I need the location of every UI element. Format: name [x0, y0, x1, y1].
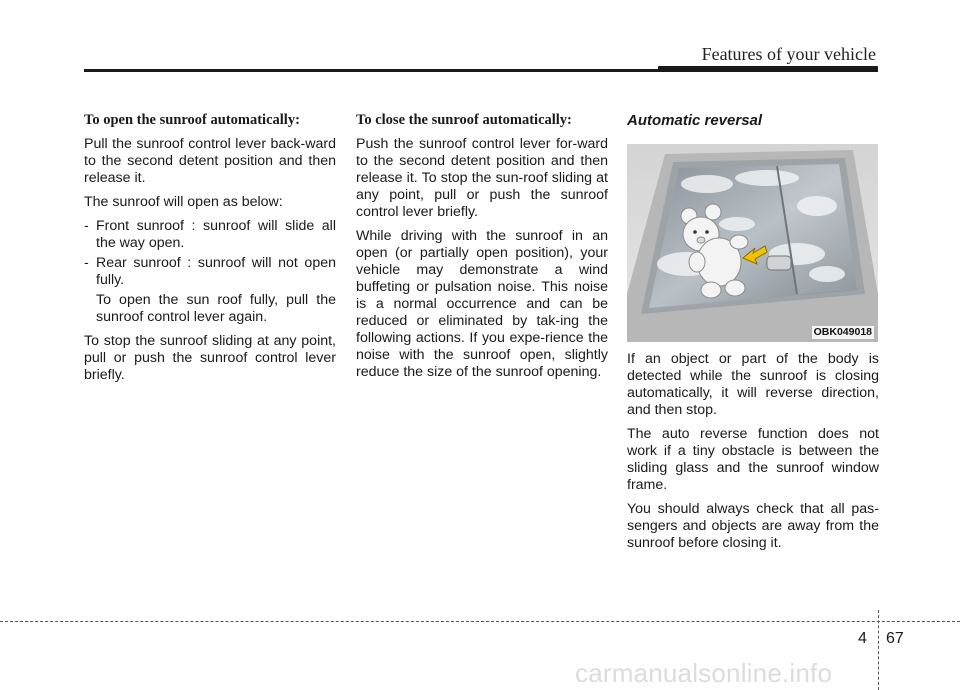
list-item-text: Rear sunroof : sunroof will not open fully.: [96, 255, 336, 288]
paragraph: Pull the sunroof control lever back-ward to the second detent position and then release it.: [84, 136, 336, 186]
sunroof-illustration: [627, 144, 878, 342]
paragraph: If an object or part of the body is detected while the sunroof is closing automatically, it will reverse direction, and then stop.: [627, 351, 879, 418]
heading-close-auto: To close the sunroof automatically:: [356, 112, 572, 128]
header-accent-bar: [658, 66, 878, 72]
list-item: [84, 255, 336, 289]
watermark: carmanualsonline.info: [575, 658, 833, 688]
paragraph: To stop the sunroof sliding at any point, pull or push the sunroof control lever briefly.: [84, 333, 336, 383]
heading-open-auto: To open the sunroof automatically:: [84, 112, 300, 128]
sunroof-with-teddy-bear-image: [627, 144, 878, 342]
column-2: [356, 112, 608, 388]
column-1: [84, 112, 336, 391]
heading-automatic-reversal: Automatic reversal: [627, 112, 763, 129]
indented-note: To open the sun roof fully, pull the sunroof control lever again.: [96, 292, 336, 325]
section-number: 4: [858, 630, 867, 647]
paragraph: Push the sunroof control lever for-ward to the second detent position and then release it. To stop the sun-roof sliding at any point, pull or push the sunroof control lever briefly.: [356, 136, 608, 220]
paragraph: The sunroof will open as below:: [84, 194, 283, 210]
page-number: 67: [886, 630, 904, 647]
paragraph: The auto reverse function does not work if a tiny obstacle is between the sliding glass and the sunroof window frame.: [627, 426, 879, 493]
list-item-text: Front sunroof : sunroof will slide all the way open.: [96, 218, 336, 251]
dash-marker: -: [84, 218, 89, 234]
footer-vertical-divider: [878, 610, 879, 690]
paragraph: You should always check that all pas-sengers and objects are away from the sunroof before closing it.: [627, 501, 879, 551]
dash-marker: -: [84, 255, 89, 271]
list-item: [84, 218, 336, 252]
paragraph: While driving with the sunroof in an open (or partially open position), your vehicle may demonstrate a wind buffeting or pulsation noise. This noise is a normal occurrence and can be reduced or eliminated by tak-ing the following actions. If you expe-rience the noise with the sunroof open, slightly reduce the size of the sunroof opening.: [356, 228, 608, 380]
header-title: Features of your vehicle: [701, 44, 876, 64]
footer-dashed-rule: [0, 621, 960, 622]
figure-code: OBK049018: [813, 326, 872, 338]
column-3: [627, 112, 879, 559]
